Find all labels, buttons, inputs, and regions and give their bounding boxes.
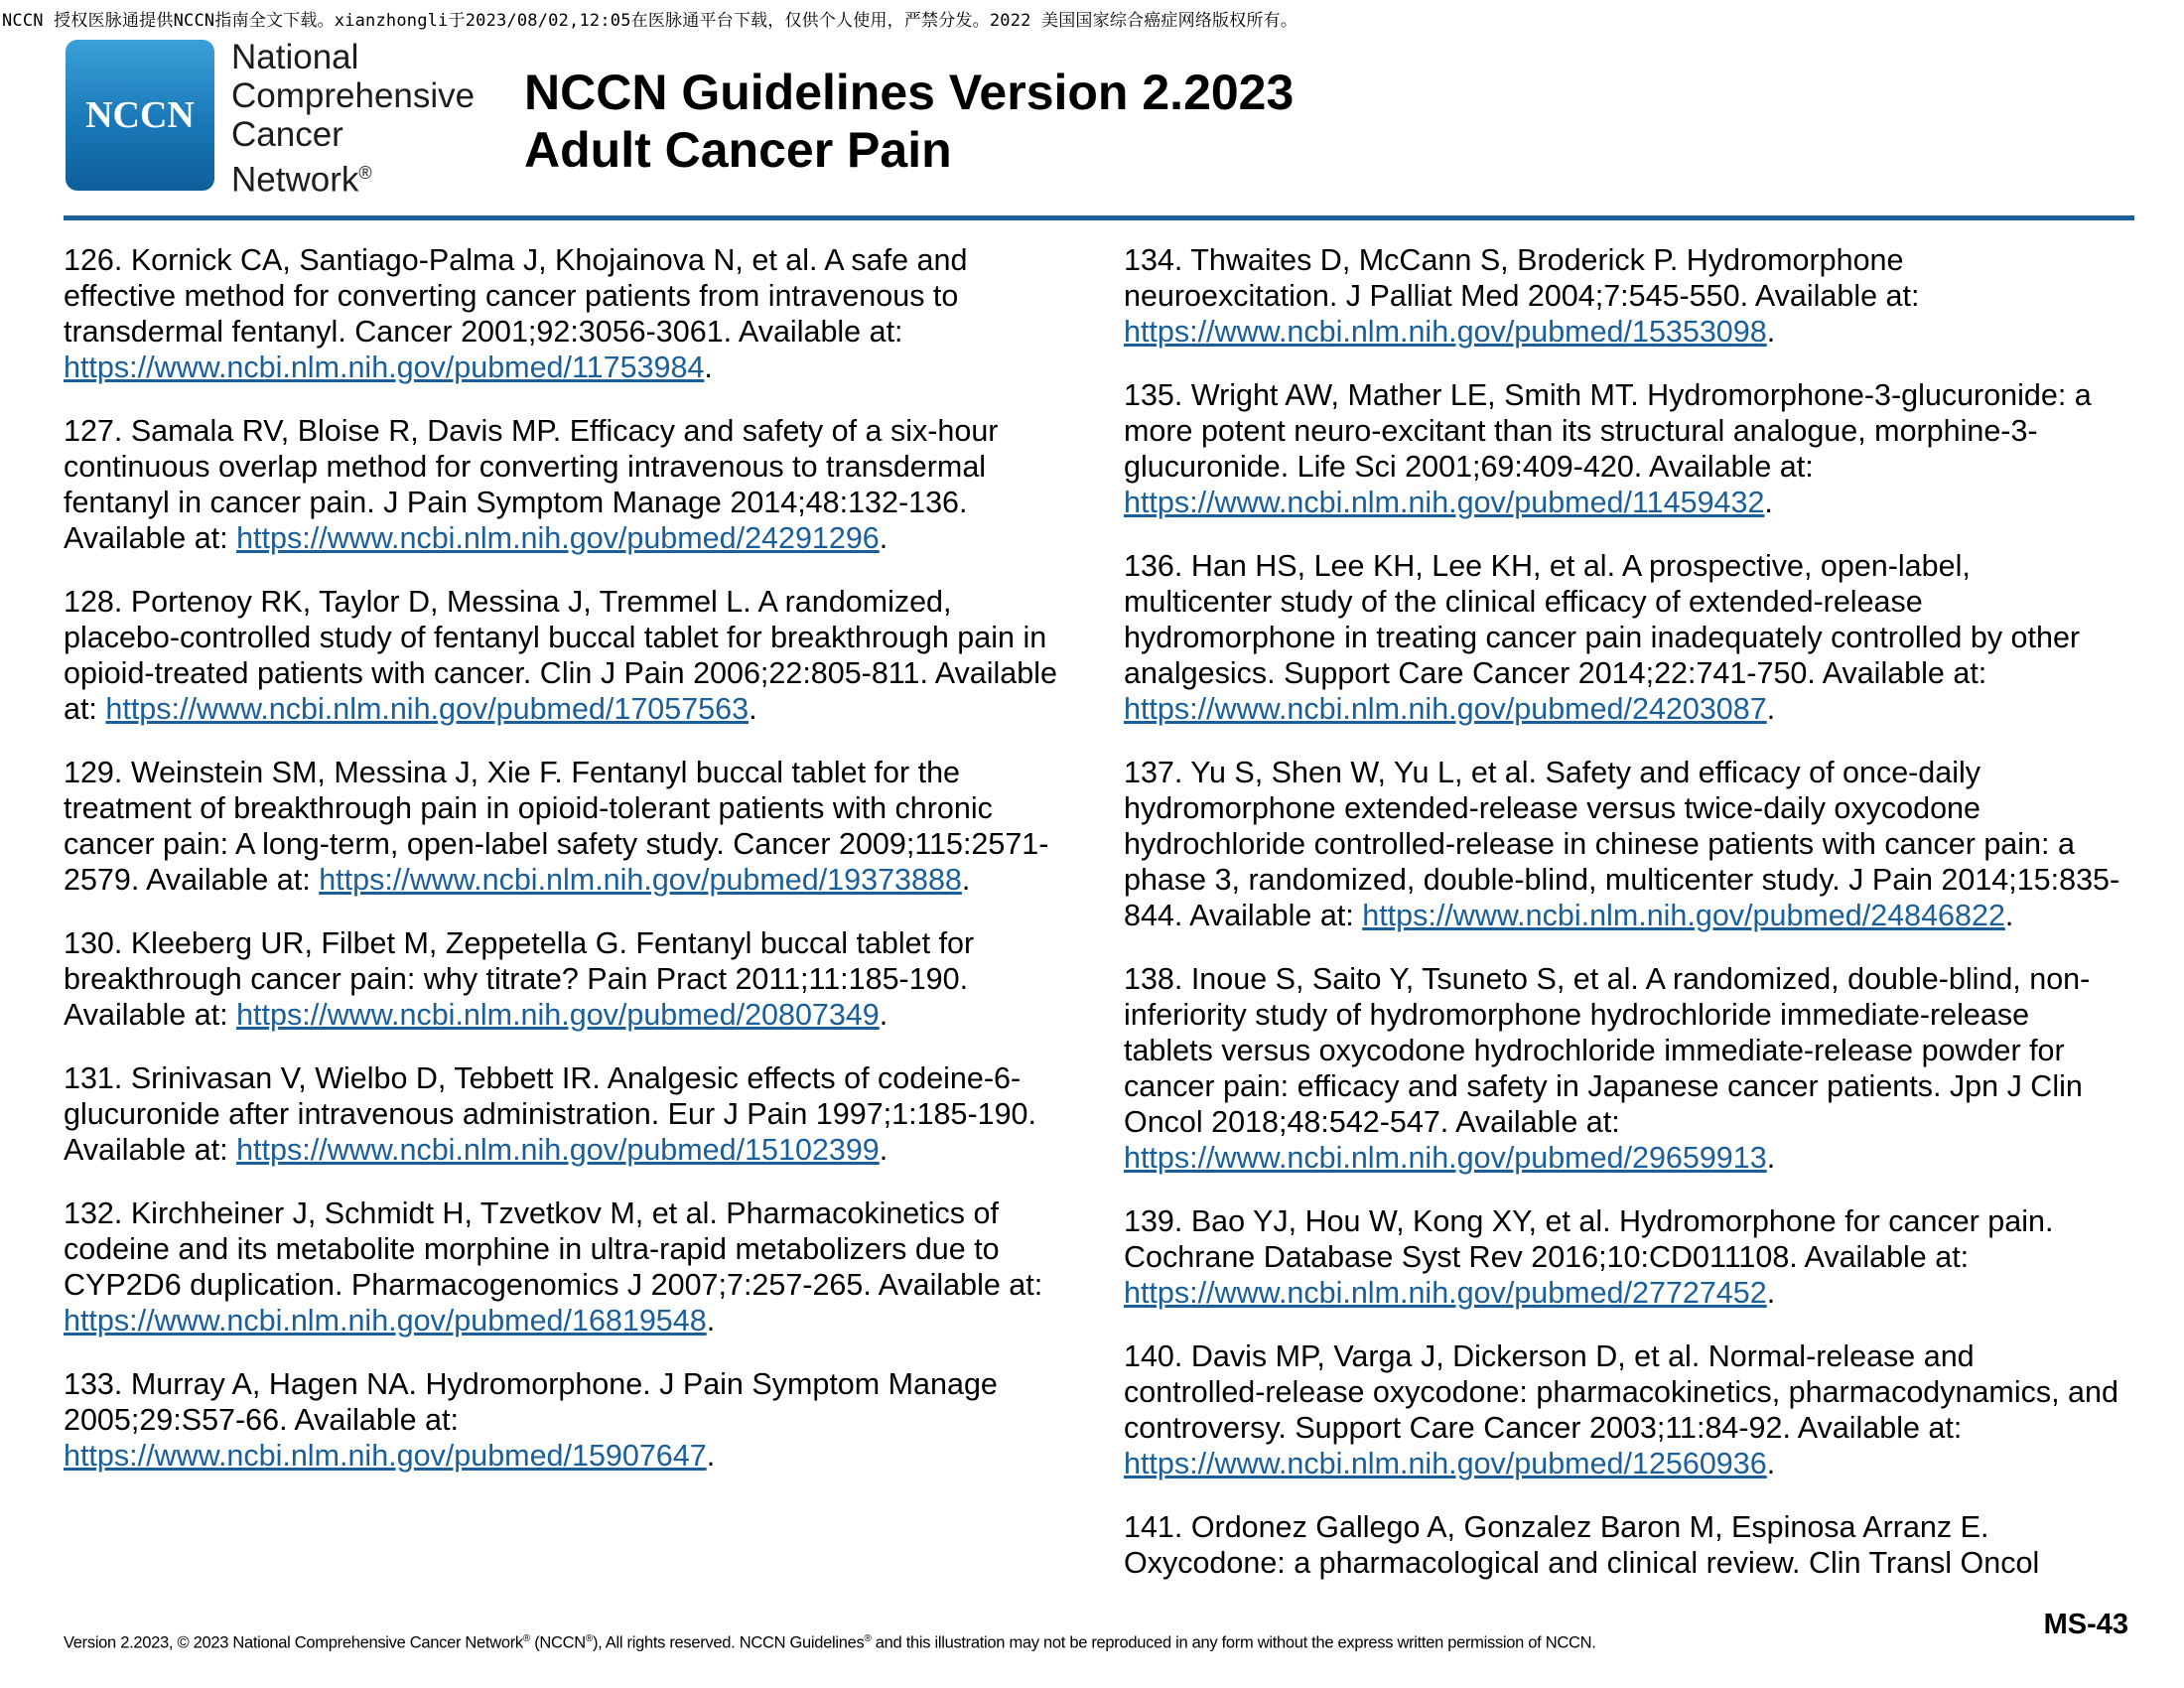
reference-text-line: breakthrough cancer pain: why titrate? Pain Pract 2011;11:185-190. [64, 962, 969, 996]
reference-entry [1124, 242, 2138, 350]
reference-text-line: hydrochloride controlled-release in chinese patients with cancer pain: a [1124, 827, 2075, 861]
reference-entry [1124, 377, 2138, 520]
pubmed-link[interactable]: https://www.ncbi.nlm.nih.gov/pubmed/24846822 [1362, 899, 2005, 932]
reference-link-prefix: 2579. Available at: [64, 863, 320, 897]
reference-link-line: 844. Available at: https://www.ncbi.nlm.nih.gov/pubmed/24846822. [1124, 899, 2014, 932]
pubmed-link[interactable]: https://www.ncbi.nlm.nih.gov/pubmed/15353098 [1124, 315, 1767, 349]
copyright-footer: Version 2.2023, © 2023 National Comprehensive Cancer Network® (NCCN®), All rights reserved. NCCN Guidelines® and this illustration may not be reproduced in any form without the express written permission of NCCN. [64, 1633, 1596, 1652]
reference-entry [64, 1366, 1086, 1474]
org-name-line: Cancer [231, 115, 343, 154]
pubmed-link[interactable]: https://www.ncbi.nlm.nih.gov/pubmed/11753984 [64, 351, 705, 384]
reference-link-prefix: 844. Available at: [1124, 899, 1363, 932]
pubmed-link[interactable]: https://www.ncbi.nlm.nih.gov/pubmed/11459432 [1124, 486, 1765, 519]
nccn-logo [66, 40, 214, 191]
pubmed-link[interactable]: https://www.ncbi.nlm.nih.gov/pubmed/24291296 [236, 521, 880, 555]
reference-text-line: Oncol 2018;48:542-547. Available at: [1124, 1105, 1620, 1139]
reference-text-line: 127. Samala RV, Bloise R, Davis MP. Efficacy and safety of a six-hour [64, 414, 999, 448]
reference-link-prefix: Available at: [64, 1133, 237, 1167]
org-name-line: Network® [231, 160, 372, 200]
guideline-version-title: NCCN Guidelines Version 2.2023 [524, 65, 1295, 120]
reference-text-line: multicenter study of the clinical efficacy of extended-release [1124, 585, 1923, 619]
pubmed-link[interactable]: https://www.ncbi.nlm.nih.gov/pubmed/29659913 [1124, 1141, 1767, 1175]
page-title [524, 64, 1294, 179]
reference-text-line: hydromorphone extended-release versus twice-daily oxycodone [1124, 791, 1980, 825]
reference-text-line: 137. Yu S, Shen W, Yu L, et al. Safety and efficacy of once-daily [1124, 756, 1981, 789]
reference-link-prefix: at: [64, 692, 106, 726]
pubmed-link[interactable]: https://www.ncbi.nlm.nih.gov/pubmed/15907647 [64, 1439, 707, 1473]
reference-text-line: 141. Ordonez Gallego A, Gonzalez Baron M, Espinosa Arranz E. [1124, 1510, 1989, 1544]
reference-text-line: glucuronide. Life Sci 2001;69:409-420. Available at: [1124, 450, 1814, 484]
reference-text-line: 128. Portenoy RK, Taylor D, Messina J, Tremmel L. A randomized, [64, 585, 952, 619]
reference-link-line: https://www.ncbi.nlm.nih.gov/pubmed/16819548. [64, 1304, 716, 1337]
reference-text-line: 134. Thwaites D, McCann S, Broderick P. Hydromorphone [1124, 243, 1904, 277]
reference-text-line: 2005;29:S57-66. Available at: [64, 1403, 459, 1437]
reference-link-line: at: https://www.ncbi.nlm.nih.gov/pubmed/17057563. [64, 692, 757, 726]
reference-text-line: treatment of breakthrough pain in opioid-tolerant patients with chronic [64, 791, 993, 825]
logo-abbr: NCCN [85, 94, 195, 136]
reference-text-line: controlled-release oxycodone: pharmacokinetics, pharmacodynamics, and [1124, 1375, 2118, 1409]
reference-text-line: inferiority study of hydromorphone hydrochloride immediate-release [1124, 998, 2030, 1032]
pubmed-link[interactable]: https://www.ncbi.nlm.nih.gov/pubmed/12560936 [1124, 1447, 1767, 1480]
reference-link-line: https://www.ncbi.nlm.nih.gov/pubmed/12560936. [1124, 1447, 1776, 1480]
reference-link-line: https://www.ncbi.nlm.nih.gov/pubmed/29659913. [1124, 1141, 1776, 1175]
reference-link-line: 2579. Available at: https://www.ncbi.nlm.nih.gov/pubmed/19373888. [64, 863, 971, 897]
reference-text-line: 131. Srinivasan V, Wielbo D, Tebbett IR. Analgesic effects of codeine-6- [64, 1061, 1022, 1095]
reference-text-line: effective method for converting cancer patients from intravenous to [64, 279, 959, 313]
reference-text-line: more potent neuro-excitant than its structural analogue, morphine-3- [1124, 414, 2038, 448]
reference-text-line: hydromorphone in treating cancer pain inadequately controlled by other [1124, 621, 2081, 654]
reference-text-line: transdermal fentanyl. Cancer 2001;92:3056-3061. Available at: [64, 315, 903, 349]
reference-link-line: Available at: https://www.ncbi.nlm.nih.gov/pubmed/24291296. [64, 521, 888, 555]
pubmed-link[interactable]: https://www.ncbi.nlm.nih.gov/pubmed/16819548 [64, 1304, 707, 1337]
reference-text-line: continuous overlap method for converting intravenous to transdermal [64, 450, 987, 484]
reference-entry [64, 925, 1086, 1033]
reference-link-line: https://www.ncbi.nlm.nih.gov/pubmed/27727452. [1124, 1276, 1776, 1310]
reference-entry [64, 755, 1086, 898]
reference-text-line: 126. Kornick CA, Santiago-Palma J, Khojainova N, et al. A safe and [64, 243, 968, 277]
reference-link-line: https://www.ncbi.nlm.nih.gov/pubmed/11753984. [64, 351, 713, 384]
reference-link-line: https://www.ncbi.nlm.nih.gov/pubmed/24203087. [1124, 692, 1776, 726]
references-right-column [1124, 242, 2138, 1609]
reference-entry [1124, 548, 2138, 727]
reference-entry [64, 413, 1086, 556]
download-watermark: NCCN 授权医脉通提供NCCN指南全文下载。xianzhongli于2023/08/02,12:05在医脉通平台下载，仅供个人使用，严禁分发。2022 美国国家综合癌症网络版权所有。 [2, 11, 1298, 31]
reference-text-line: neuroexcitation. J Palliat Med 2004;7:545-550. Available at: [1124, 279, 1920, 313]
reference-text-line: opioid-treated patients with cancer. Clin J Pain 2006;22:805-811. Available [64, 656, 1057, 690]
reference-link-line: https://www.ncbi.nlm.nih.gov/pubmed/15353098. [1124, 315, 1776, 349]
reference-link-line: Available at: https://www.ncbi.nlm.nih.gov/pubmed/20807349. [64, 998, 888, 1032]
references-left-column [64, 242, 1086, 1501]
reference-entry [64, 584, 1086, 727]
reference-text-line: tablets versus oxycodone hydrochloride immediate-release powder for [1124, 1034, 2065, 1067]
reference-entry [64, 1060, 1086, 1168]
reference-text-line: 133. Murray A, Hagen NA. Hydromorphone. J Pain Symptom Manage [64, 1367, 998, 1401]
reference-text-line: 129. Weinstein SM, Messina J, Xie F. Fentanyl buccal tablet for the [64, 756, 961, 789]
reference-text-line: analgesics. Support Care Cancer 2014;22:741-750. Available at: [1124, 656, 1987, 690]
reference-text-line: 139. Bao YJ, Hou W, Kong XY, et al. Hydromorphone for cancer pain. [1124, 1204, 2054, 1238]
page-number: MS-43 [2043, 1609, 2128, 1640]
org-name-line: National [231, 38, 359, 76]
reference-text-line: 130. Kleeberg UR, Filbet M, Zeppetella G. Fentanyl buccal tablet for [64, 926, 975, 960]
pubmed-link[interactable]: https://www.ncbi.nlm.nih.gov/pubmed/15102399 [236, 1133, 880, 1167]
reference-text-line: 138. Inoue S, Saito Y, Tsuneto S, et al. A randomized, double-blind, non- [1124, 962, 2091, 996]
reference-entry [1124, 1203, 2138, 1311]
reference-text-line: placebo-controlled study of fentanyl buccal tablet for breakthrough pain in [64, 621, 1047, 654]
reference-text-line: CYP2D6 duplication. Pharmacogenomics J 2007;7:257-265. Available at: [64, 1268, 1043, 1302]
reference-text-line: Oxycodone: a pharmacological and clinical review. Clin Transl Oncol [1124, 1546, 2040, 1580]
reference-text-line: Cochrane Database Syst Rev 2016;10:CD011108. Available at: [1124, 1240, 1970, 1274]
org-name-line: Comprehensive [231, 76, 476, 115]
guideline-topic-title: Adult Cancer Pain [524, 122, 952, 178]
reference-text-line: codeine and its metabolite morphine in ultra-rapid metabolizers due to [64, 1232, 1000, 1266]
reference-link-prefix: Available at: [64, 521, 237, 555]
reference-text-line: phase 3, randomized, double-blind, multicenter study. J Pain 2014;15:835- [1124, 863, 2120, 897]
reference-text-line: 132. Kirchheiner J, Schmidt H, Tzvetkov M, et al. Pharmacokinetics of [64, 1196, 999, 1230]
reference-text-line: glucuronide after intravenous administration. Eur J Pain 1997;1:185-190. [64, 1097, 1036, 1131]
reference-entry [64, 1196, 1086, 1338]
reference-link-line: Available at: https://www.ncbi.nlm.nih.gov/pubmed/15102399. [64, 1133, 888, 1167]
reference-text-line: fentanyl in cancer pain. J Pain Symptom Manage 2014;48:132-136. [64, 486, 968, 519]
reference-link-line: https://www.ncbi.nlm.nih.gov/pubmed/11459432. [1124, 486, 1773, 519]
reference-link-prefix: Available at: [64, 998, 237, 1032]
reference-text-line: 140. Davis MP, Varga J, Dickerson D, et al. Normal-release and [1124, 1339, 1975, 1373]
reference-link-line: https://www.ncbi.nlm.nih.gov/pubmed/15907647. [64, 1439, 716, 1473]
reference-text-line: 136. Han HS, Lee KH, Lee KH, et al. A prospective, open-label, [1124, 549, 1971, 583]
organization-name [231, 38, 475, 200]
pubmed-link[interactable]: https://www.ncbi.nlm.nih.gov/pubmed/20807349 [236, 998, 880, 1032]
reference-text-line: controversy. Support Care Cancer 2003;11:84-92. Available at: [1124, 1411, 1963, 1445]
pubmed-link[interactable]: https://www.ncbi.nlm.nih.gov/pubmed/24203087 [1124, 692, 1767, 726]
pubmed-link[interactable]: https://www.ncbi.nlm.nih.gov/pubmed/27727452 [1124, 1276, 1767, 1310]
header-divider [64, 215, 2134, 220]
reference-entry [1124, 755, 2138, 933]
pubmed-link[interactable]: https://www.ncbi.nlm.nih.gov/pubmed/19373888 [319, 863, 962, 897]
reference-text-line: cancer pain: A long-term, open-label safety study. Cancer 2009;115:2571- [64, 827, 1049, 861]
reference-entry [1124, 961, 2138, 1176]
reference-text-line: cancer pain: efficacy and safety in Japanese cancer patients. Jpn J Clin [1124, 1069, 2083, 1103]
reference-entry [64, 242, 1086, 385]
reference-text-line: 135. Wright AW, Mather LE, Smith MT. Hydromorphone-3-glucuronide: a [1124, 378, 2092, 412]
pubmed-link[interactable]: https://www.ncbi.nlm.nih.gov/pubmed/17057563 [105, 692, 750, 726]
reference-entry [1124, 1338, 2138, 1481]
reference-entry [1124, 1509, 2138, 1581]
